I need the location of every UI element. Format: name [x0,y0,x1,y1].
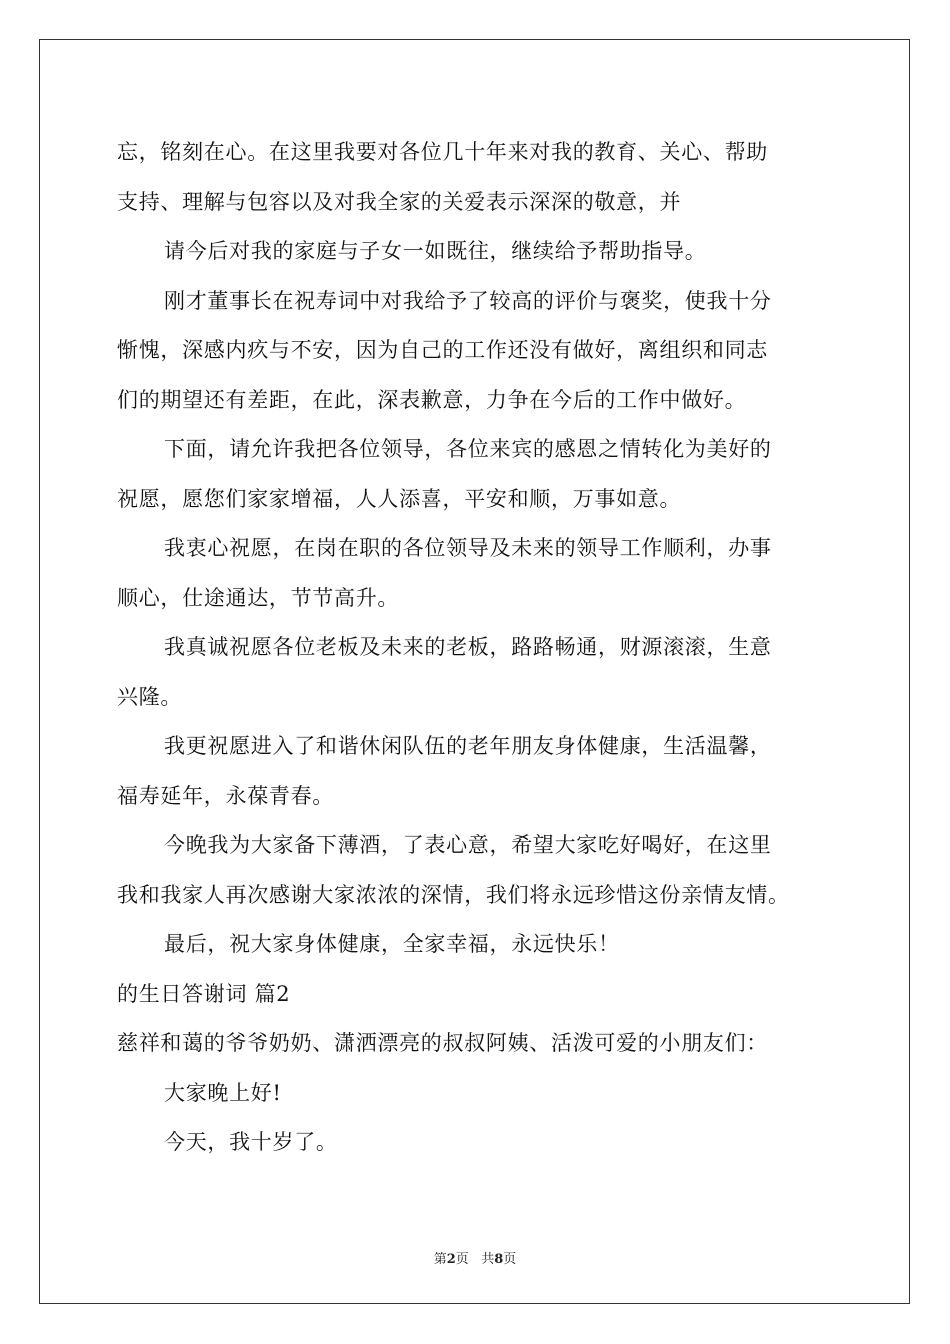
footer-total-pages: 8 [494,1252,504,1267]
footer-total-prefix: 共 [481,1252,495,1267]
text-line: 刚才董事长在祝寿词中对我给予了较高的评价与褒奖，使我十分 [164,288,772,313]
page-footer [0,1248,950,1267]
document-body [117,128,857,1168]
text-line: 慈祥和蔼的爷爷奶奶、潇洒漂亮的叔叔阿姨、活泼可爱的小朋友们： [117,1031,768,1055]
footer-page-number: 2 [446,1252,456,1267]
footer-page-suffix: 页 [455,1252,469,1267]
text-line: 我真诚祝愿各位老板及未来的老板，路路畅通，财源滚滚，生意 [164,635,772,659]
text-line: 支持、理解与包容以及对我全家的关爱表示深深的敬意，并 [117,189,682,214]
text-line: 兴隆。 [117,684,183,709]
text-line: 下面，请允许我把各位领导，各位来宾的感恩之情转化为美好的 [164,437,772,461]
text-line: 最后，祝大家身体健康，全家幸福，永远快乐！ [164,932,620,956]
text-line: 祝愿，愿您们家家增福，人人添喜，平安和顺，万事如意。 [117,486,682,511]
footer-prefix: 第 [433,1252,447,1267]
text-line: 请今后对我的家庭与子女一如既往，继续给予帮助指导。 [164,239,707,263]
text-line: 忘，铭刻在心。在这里我要对各位几十年来对我的教育、关心、帮助 [117,140,768,164]
footer-total-suffix: 页 [503,1252,517,1267]
text-line: 的生日答谢词 篇2 [117,981,291,1006]
text-line: 顺心，仕途通达，节节高升。 [117,585,400,610]
text-line: 我和我家人再次感谢大家浓浓的深情，我们将永远珍惜这份亲情友情。 [117,882,790,907]
text-line: 今天，我十岁了。 [164,1130,338,1154]
text-line: 我衷心祝愿，在岗在职的各位领导及未来的领导工作顺利，办事 [164,536,772,560]
text-line: 惭愧，深感内疚与不安，因为自己的工作还没有做好，离组织和同志 [117,338,768,362]
text-line: 们的期望还有差距，在此，深表歉意，力争在今后的工作中做好。 [117,387,747,412]
text-line: 福寿延年，永葆青春。 [117,783,334,808]
text-line: 今晚我为大家备下薄酒，了表心意，希望大家吃好喝好，在这里 [164,833,772,857]
text-line: 我更祝愿进入了和谐休闲队伍的老年朋友身体健康，生活温馨， [164,734,772,758]
text-line: 大家晚上好! [164,1080,282,1105]
